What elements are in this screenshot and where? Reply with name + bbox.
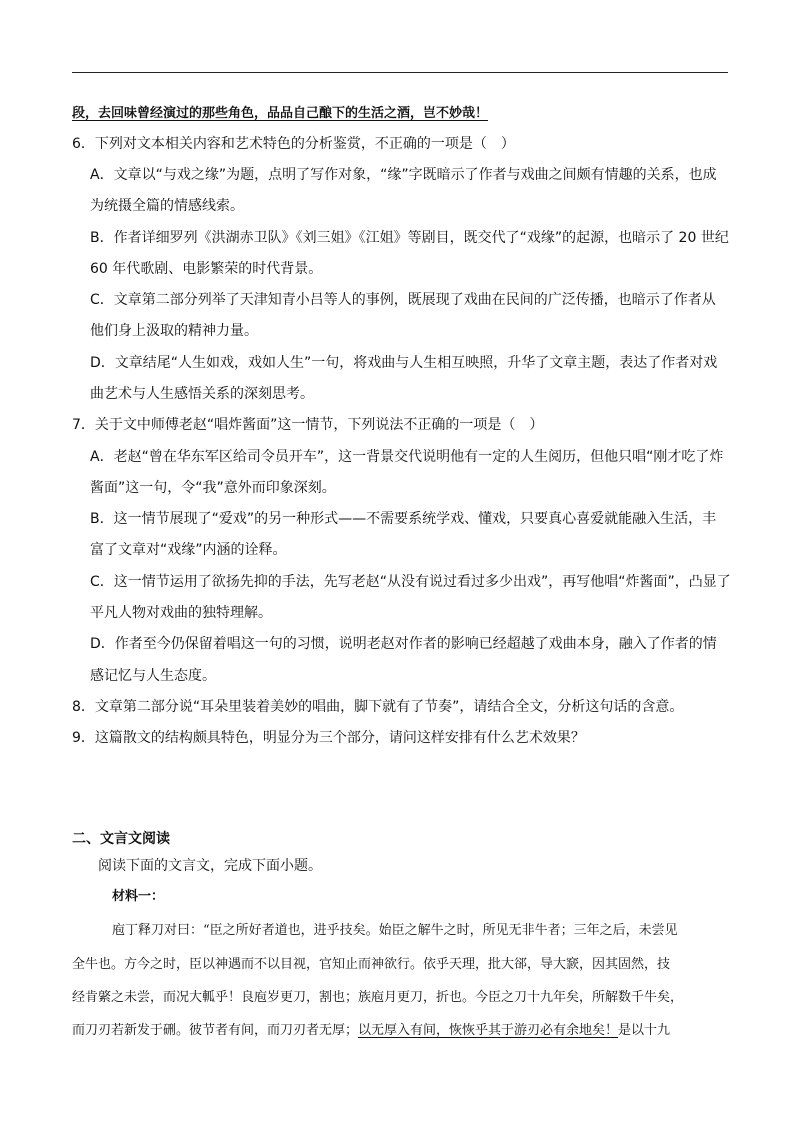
classical-text-line-4 — [72, 1021, 670, 1041]
q7-option-a-cont: 酱面”这一句，令“我”意外而印象深刻。 — [90, 480, 336, 496]
classical-text-line-2: 全牛也。方今之时，臣以神遇而不以目视，官知止而神欲行。依乎天理，批大郤，导大窾，因其固然，技 — [72, 957, 671, 972]
q6-option-d: D．文章结尾“人生如戏，戏如人生”一句，将戏曲与人生相互映照，升华了文章主题，表达了作者对戏 — [90, 355, 718, 371]
q6-option-d-cont: 曲艺术与人生感悟关系的深刻思考。 — [90, 386, 314, 402]
question-7-stem: 7．关于文中师傅老赵“唱炸酱面”这一情节，下列说法不正确的一项是（ ） — [72, 417, 544, 433]
q6-option-c: C．文章第二部分列举了天津知青小吕等人的事例，既展现了戏曲在民间的广泛传播，也暗示了作者从 — [90, 292, 716, 308]
material-1-label: 材料一： — [112, 889, 165, 904]
q7-option-d-cont: 感记忆与人生态度。 — [90, 668, 216, 684]
q6-option-c-cont: 他们身上汲取的精神力量。 — [90, 323, 258, 339]
q7-option-b-cont: 富了文章对“戏缘”内涵的诠释。 — [90, 542, 287, 558]
q7-option-b: B．这一情节展现了“爱戏”的另一种形式——不需要系统学戏、懂戏，只要真心喜爱就能融入生活，丰 — [90, 511, 717, 527]
section-2-heading: 二、文言文阅读 — [72, 831, 170, 847]
classical-text-line-1: 庖丁释刀对曰：“臣之所好者道也，进乎技矣。始臣之解牛之时，所见无非牛者；三年之后，未尝见 — [112, 923, 678, 938]
q7-option-a: A．老赵“曾在华东军区给司令员开车”，这一背景交代说明他有一定的人生阅历，但他只唱“刚才吃了炸 — [90, 449, 724, 465]
underlined-sentence: 以无厚入有间，恢恢乎其于游刃必有余地矣！ — [358, 1023, 619, 1038]
question-6-stem: 6．下列对文本相关内容和艺术特色的分析鉴赏，不正确的一项是（ ） — [72, 136, 515, 152]
q7-option-c-cont: 平凡人物对戏曲的独特理解。 — [90, 605, 272, 621]
classical-text-line-3: 经肯綮之未尝，而况大軱乎！良庖岁更刀，割也；族庖月更刀，折也。今臣之刀十九年矣，所解数千牛矣， — [72, 990, 684, 1005]
q6-option-a: A．文章以“与戏之缘”为题，点明了写作对象，“缘”字既暗示了作者与戏曲之间颇有情趣的关系，也成 — [90, 167, 717, 183]
question-8: 8．文章第二部分说“耳朵里装着美妙的唱曲，脚下就有了节奏”，请结合全文，分析这句话的含意。 — [72, 699, 684, 715]
q6-option-b: B．作者详细罗列《洪湖赤卫队》《刘三姐》《江姐》等剧目，既交代了“戏缘”的起源，也暗示了 20 世纪 — [90, 230, 729, 246]
q7-option-d: D．作者至今仍保留着唱这一句的习惯，说明老赵对作者的影响已经超越了戏曲本身，融入了作者的情 — [90, 636, 717, 652]
question-9: 9．这篇散文的结构颇具特色，明显分为三个部分，请问这样安排有什么艺术效果？ — [72, 730, 585, 746]
q7-option-c: C．这一情节运用了欲扬先抑的手法，先写老赵“从没有说过看过多少出戏”，再写他唱“炸酱面”，凸显了 — [90, 574, 731, 590]
q6-option-b-cont: 60 年代歌剧、电影繁荣的时代背景。 — [90, 261, 323, 277]
classical-text-line-4-start: 而刀刃若新发于硎。彼节者有间，而刀刃者无厚； — [72, 1023, 359, 1038]
top-continuation-line: 段，去回味曾经演过的那些角色，品品自己酿下的生活之酒，岂不妙哉！ — [72, 106, 489, 121]
q6-option-a-cont: 为统摄全篇的情感线索。 — [90, 198, 244, 214]
section-2-instruction: 阅读下面的文言文，完成下面小题。 — [98, 858, 322, 874]
classical-text-line-4-end: 是以十九 — [618, 1023, 671, 1038]
header-rule — [72, 72, 728, 73]
